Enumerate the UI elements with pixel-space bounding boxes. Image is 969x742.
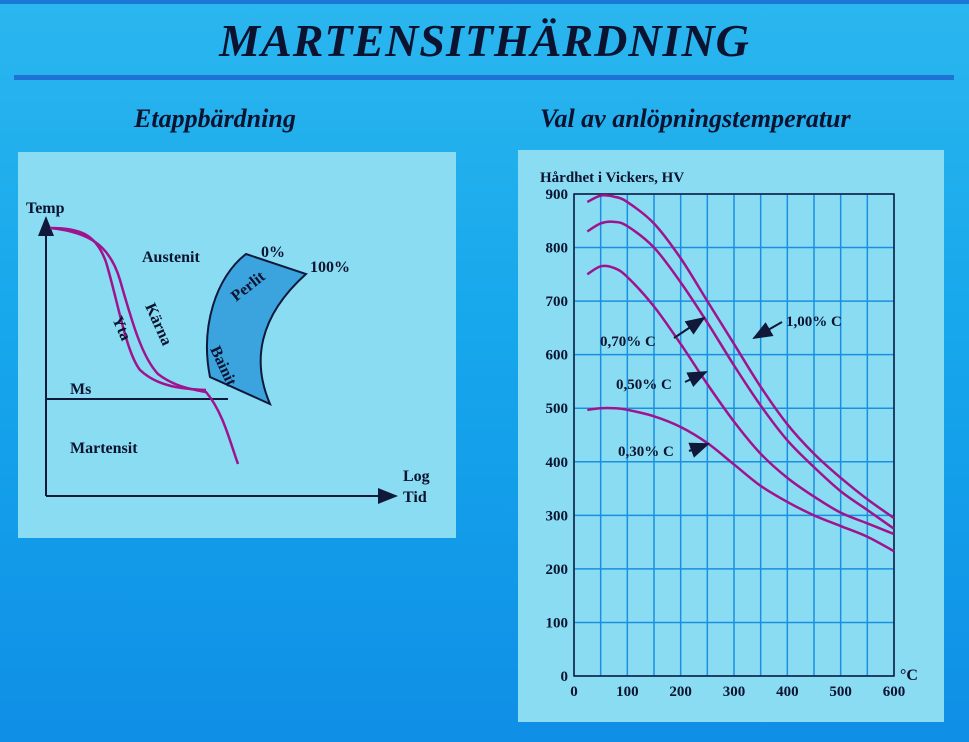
label-hundred-pct: 100% [310, 259, 350, 276]
left-diagram-panel [18, 152, 456, 538]
title-underline [14, 75, 954, 80]
chart-xlabel: °C [900, 667, 918, 684]
label-karna: Kärna [141, 300, 175, 349]
x-tick-label: 400 [776, 684, 799, 700]
arrow-0-30-c [689, 444, 708, 451]
x-tick-label: 300 [722, 684, 746, 700]
x-tick-label: 600 [882, 684, 906, 700]
label-martensit: Martensit [70, 440, 138, 457]
x-tick-label: 0 [570, 684, 578, 700]
right-subtitle: Val av anlöpningstemperatur [540, 104, 851, 133]
x-tick-label: 200 [669, 684, 692, 700]
chart-ylabel: Hårdhet i Vickers, HV [540, 170, 685, 186]
page-title: MARTENSITHÄRDNING [219, 15, 750, 66]
label-bainit: Bainit [206, 343, 240, 389]
label-austenit: Austenit [142, 249, 200, 266]
series-line-2 [587, 266, 894, 534]
label-tid: Tid [403, 489, 427, 506]
label-temp: Temp [26, 200, 65, 217]
label-ms: Ms [70, 381, 92, 398]
label-log: Log [403, 468, 430, 485]
etapp-diagram [18, 152, 456, 538]
label-perlit: Perlit [227, 268, 269, 306]
left-subtitle: Etappbärdning [134, 104, 296, 133]
y-tick-label: 500 [545, 401, 568, 418]
label-zero-pct: 0% [261, 244, 285, 261]
annotation-1-00-c: 1,00% C [786, 314, 842, 330]
arrow-0-70-c [674, 318, 704, 338]
y-tick-label: 800 [545, 240, 568, 257]
y-tick-label: 600 [545, 347, 568, 364]
x-tick-label: 100 [616, 684, 639, 700]
y-tick-label: 900 [545, 187, 568, 203]
annotation-0-30-c: 0,30% C [618, 444, 674, 460]
right-chart-panel [518, 150, 944, 722]
y-tick-label: 200 [545, 561, 568, 578]
annotation-0-50-c: 0,50% C [616, 377, 672, 393]
y-tick-label: 700 [545, 294, 568, 311]
y-tick-label: 300 [545, 508, 568, 525]
y-tick-label: 400 [545, 454, 568, 471]
label-yta: Yta [108, 313, 135, 344]
annotation-0-70-c: 0,70% C [600, 334, 656, 350]
y-tick-label: 0 [560, 669, 568, 685]
x-tick-label: 500 [829, 684, 852, 700]
y-tick-label: 100 [545, 615, 568, 632]
hardness-chart [518, 150, 944, 722]
top-accent-line [0, 0, 969, 4]
arrow-1-00-c [754, 322, 782, 338]
